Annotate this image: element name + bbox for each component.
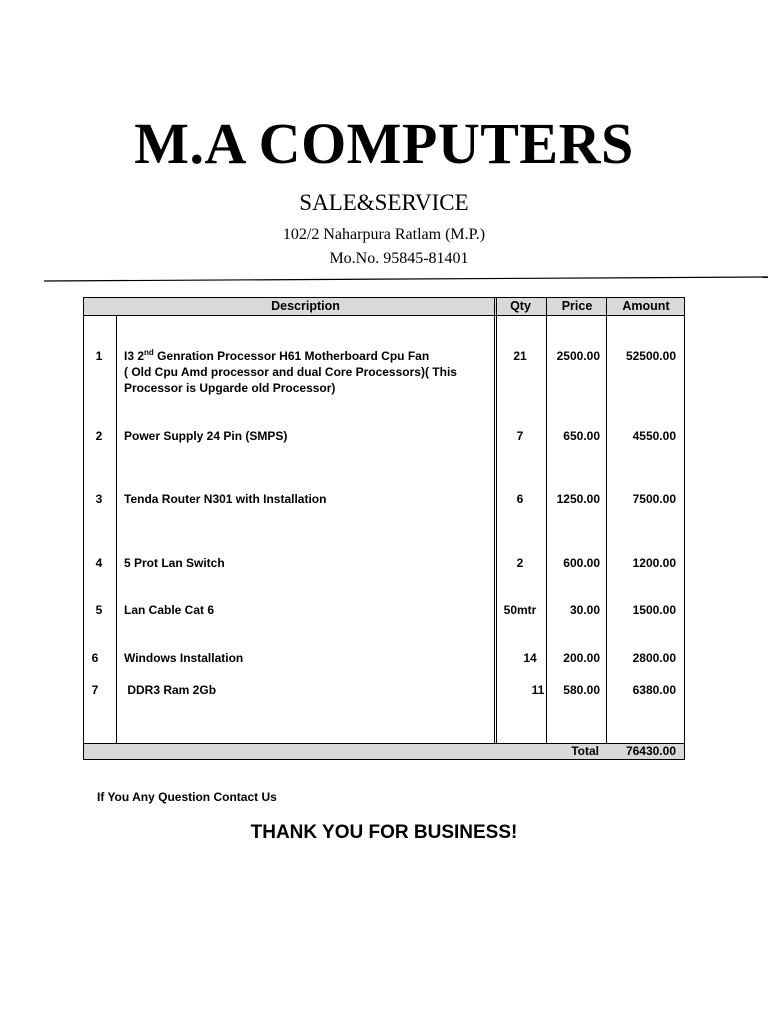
- row-number: 4: [95, 556, 103, 570]
- row-qty: 21: [513, 349, 527, 363]
- column-divider: [496, 298, 497, 759]
- header-qty: Qty: [510, 299, 531, 313]
- row-amount: 1500.00: [632, 603, 676, 617]
- row-number: 3: [95, 492, 103, 506]
- row-price: 30.00: [569, 603, 600, 617]
- contact-note: If You Any Question Contact Us: [97, 790, 277, 804]
- row-amount: 52500.00: [625, 349, 676, 363]
- row-qty: 6: [516, 492, 524, 506]
- column-divider: [116, 316, 117, 743]
- row-amount: 7500.00: [632, 492, 676, 506]
- row-price: 600.00: [563, 556, 600, 570]
- row-description: I3 2nd Genration Processor H61 Motherboard Cpu Fan ( Old Cpu Amd processor and dual Core Processors)( This Processor is Upgarde old Processor): [124, 348, 457, 395]
- row-price: 580.00: [563, 683, 600, 697]
- row-qty: 11: [531, 683, 545, 697]
- row-price: 2500.00: [556, 349, 600, 363]
- invoice-table: [83, 297, 685, 760]
- row-amount: 1200.00: [632, 556, 676, 570]
- row-price: 200.00: [563, 651, 600, 665]
- row-description: Lan Cable Cat 6: [124, 603, 215, 617]
- row-amount: 6380.00: [632, 683, 676, 697]
- row-description: 5 Prot Lan Switch: [124, 556, 225, 570]
- total-label: Total: [571, 744, 599, 758]
- table-total-row: [84, 743, 684, 759]
- company-tagline: SALE&SERVICE: [299, 190, 469, 215]
- row-qty: 7: [516, 429, 524, 443]
- row-number: 6: [91, 651, 99, 665]
- row-description: Windows Installation: [124, 651, 244, 665]
- header-description: Description: [271, 299, 340, 313]
- row-number: 2: [95, 429, 103, 443]
- row-qty: 50mtr: [503, 603, 537, 617]
- row-price: 650.00: [563, 429, 600, 443]
- row-qty: 14: [523, 651, 537, 665]
- header-price: Price: [561, 299, 593, 313]
- column-divider: [546, 298, 547, 743]
- row-number: 1: [95, 349, 103, 363]
- total-value: 76430.00: [625, 744, 676, 758]
- company-address: 102/2 Naharpura Ratlam (M.P.): [282, 226, 486, 243]
- thank-you-message: THANK YOU FOR BUSINESS!: [250, 822, 518, 843]
- header-amount: Amount: [622, 299, 670, 313]
- row-qty: 2: [516, 556, 524, 570]
- row-amount: 2800.00: [632, 651, 676, 665]
- company-mobile: Mo.No. 95845-81401: [329, 250, 469, 267]
- header-divider: [44, 276, 768, 282]
- row-amount: 4550.00: [632, 429, 676, 443]
- row-price: 1250.00: [556, 492, 600, 506]
- column-divider: [494, 298, 495, 759]
- row-description: Power Supply 24 Pin (SMPS): [124, 429, 288, 443]
- row-number: 7: [91, 683, 99, 697]
- table-header-row: [84, 298, 684, 316]
- row-number: 5: [95, 603, 103, 617]
- company-name: M.A COMPUTERS: [134, 111, 634, 176]
- row-description: Tenda Router N301 with Installation: [124, 492, 327, 506]
- row-description: DDR3 Ram 2Gb: [124, 683, 217, 697]
